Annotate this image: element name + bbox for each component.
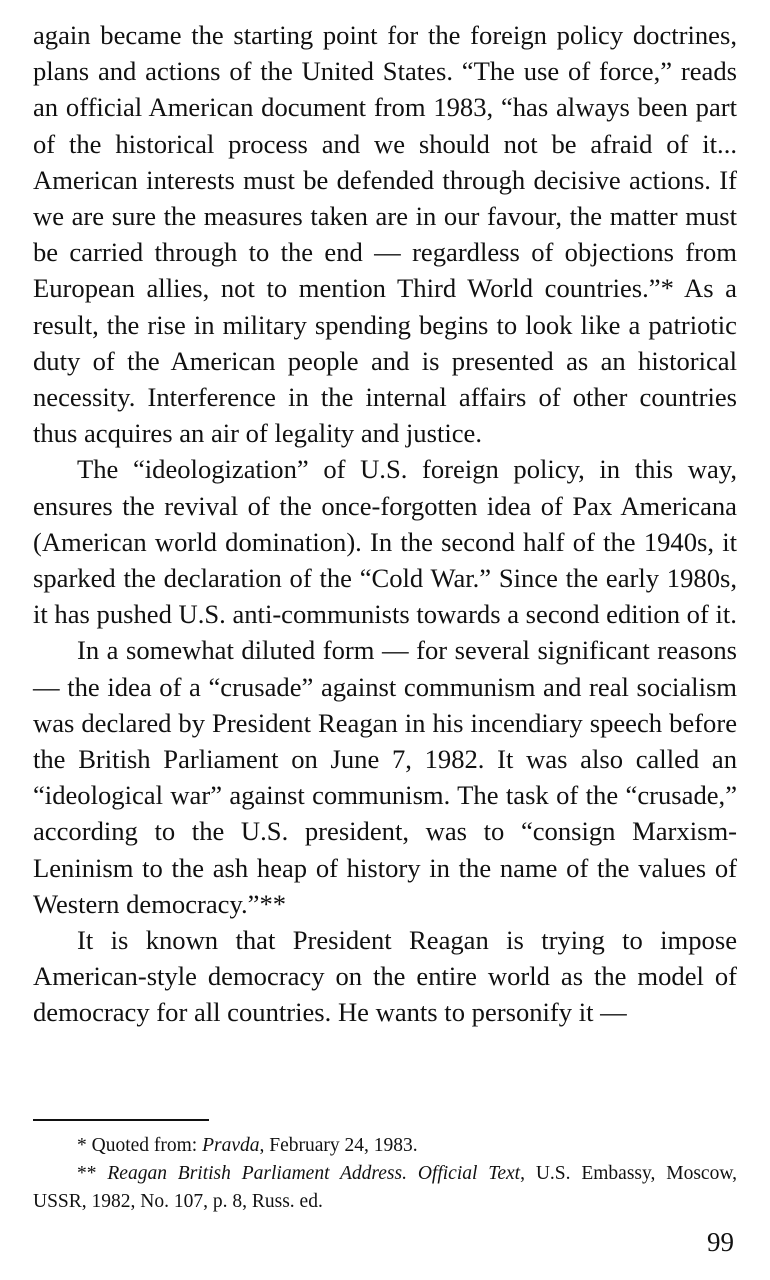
- paragraph-reagan-democracy: It is known that President Reagan is trying to impose American-style democracy on the entire world as the model of democracy for all countries. He wants to personify it —: [33, 925, 737, 1028]
- footnote-separator-rule: [33, 1119, 209, 1121]
- footnote-source-title: Pravda: [202, 1135, 260, 1156]
- footnote-1: * Quoted from: Pravda, February 24, 1983.: [77, 1135, 418, 1156]
- paragraph-crusade: In a somewhat diluted form — for several significant reasons — the idea of a “crusade” against communism and real socialism was declared by President Reagan in his incendiary speech before the British Parliament on June 7, 1982. It was also called an “ideological war” against communism. The task of the “crusade,” according to the U.S. president, was to “consign Marxism-Leninism to the ash heap of history in the name of the values of Western democracy.”**: [33, 635, 737, 919]
- footnotes: [33, 1132, 737, 1216]
- paragraph-ideologization: The “ideologization” of U.S. foreign policy, in this way, ensures the revival of the once-forgotten idea of Pax Americana (American world domination). In the second half of the 1940s, it sparked the declaration of the “Cold War.” Since the early 1980s, it has pushed U.S. anti-communists towards a second edition of it.: [33, 454, 737, 630]
- footnote-2: ** Reagan British Parliament Address. Official Text, U.S. Embassy, Moscow, USSR, 1982, No. 107, p. 8, Russ. ed.: [33, 1163, 738, 1212]
- page-number: 99: [707, 1227, 734, 1257]
- footnote-marker: **: [77, 1163, 97, 1184]
- footnote-marker: *: [77, 1135, 87, 1156]
- body-text: [33, 17, 737, 1031]
- paragraph-continued: again became the starting point for the foreign policy doctrines, plans and actions of the United States. “The use of force,” reads an official American document from 1983, “has always been part of the historical process and we should not be afraid of it... American interests must be defended through decisive actions. If we are sure the measures taken are in our favour, the matter must be carried through to the end — regardless of objections from European allies, not to mention Third World countries.”* As a result, the rise in military spending begins to look like a patriotic duty of the American people and is presented as an historical necessity. Interference in the internal affairs of other countries thus acquires an air of legality and justice.: [33, 20, 737, 449]
- footnote-source-title: Reagan British Parliament Address. Official Text: [107, 1163, 521, 1184]
